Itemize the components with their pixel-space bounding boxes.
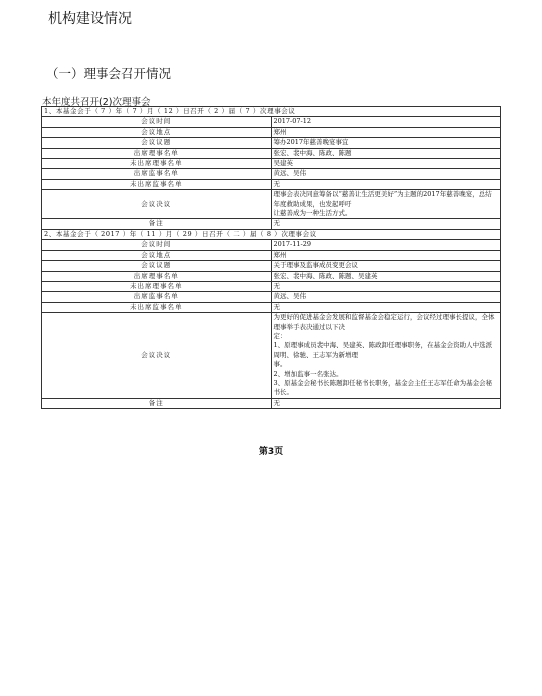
- row-label: 出席理事名单: [42, 148, 272, 158]
- resolution-line: 3、原基金会秘书长陈题卸任秘书长职务，基金会主任王志军任命为基金会秘书长。: [273, 378, 493, 397]
- row-label: 未出席监事名单: [42, 302, 272, 312]
- row-label: 会议地点: [42, 127, 272, 137]
- table-row: [42, 281, 501, 291]
- meeting-time: 2017-07-12: [271, 117, 501, 127]
- table-row: [42, 138, 501, 148]
- resolution-line: 为更好的促进基金会发展和监督基金会稳定运行，会议经过理事长提议，全体理事举手表决通过以下决: [273, 313, 495, 331]
- row-label: 备注: [42, 398, 272, 408]
- page-number: 第3页: [258, 447, 284, 457]
- table-row: [42, 159, 501, 169]
- meeting-remarks: 无: [271, 219, 501, 229]
- row-label: 会议决议: [42, 313, 272, 399]
- row-label: 出席监事名单: [42, 292, 272, 302]
- meeting-place: 郑州: [271, 250, 501, 260]
- resolution-line: 理事会表决同意筹备以“慈善让生活更美好”为主题的2017年慈善晚宴，总结年度救助成果，也发起呼吁: [273, 190, 492, 208]
- meeting-resolution: [271, 190, 501, 219]
- row-label: 会议决议: [42, 190, 272, 219]
- absent-supervisors: 无: [271, 302, 501, 312]
- subsection-title: （一）理事会召开情况: [46, 66, 172, 81]
- table-row: [42, 240, 501, 250]
- table-caption: 本年度共召开(2)次理事会: [42, 97, 151, 108]
- table-row: [42, 107, 501, 117]
- meeting-header: 1、本基金会于（ 7 ）年（ 7 ）月（ 12 ）日召开（ 2 ）届（ 7 ）次理事会议: [42, 107, 501, 117]
- meeting-place: 郑州: [271, 127, 501, 137]
- table-row: [42, 229, 501, 239]
- resolution-line: 事。: [273, 360, 287, 369]
- meeting-topic: 筹办2017年慈善晚宴事宜: [271, 138, 501, 148]
- table-row: [42, 190, 501, 219]
- present-directors: 张宏、裴中海、陈政、陈题: [271, 148, 501, 158]
- absent-directors: 无: [271, 281, 501, 291]
- table-row: [42, 117, 501, 127]
- row-label: 备注: [42, 219, 272, 229]
- row-label: 会议时间: [42, 240, 272, 250]
- table-row: [42, 179, 501, 189]
- table-row: [42, 313, 501, 399]
- row-label: 会议议题: [42, 138, 272, 148]
- present-supervisors: 黄远、吴伟: [271, 292, 501, 302]
- present-supervisors: 黄远、吴伟: [271, 169, 501, 179]
- meeting-topic: 关于理事及监事成员变更会议: [271, 261, 501, 271]
- row-label: 未出席监事名单: [42, 179, 272, 189]
- meeting-resolution: [271, 313, 501, 399]
- table-row: [42, 398, 501, 408]
- row-label: 未出席理事名单: [42, 281, 272, 291]
- resolution-line: 定：: [273, 331, 287, 340]
- resolution-line: 2、增加监事一名张达。: [273, 369, 343, 378]
- meeting-remarks: 无: [271, 398, 501, 408]
- table-row: [42, 261, 501, 271]
- meeting-time: 2017-11-29: [271, 240, 501, 250]
- absent-directors: 吴建英: [271, 159, 501, 169]
- row-label: 出席监事名单: [42, 169, 272, 179]
- table-row: [42, 219, 501, 229]
- row-label: 未出席理事名单: [42, 159, 272, 169]
- table-row: [42, 250, 501, 260]
- row-label: 会议议题: [42, 261, 272, 271]
- row-label: 出席理事名单: [42, 271, 272, 281]
- meeting-header: 2、本基金会于（ 2017 ）年（ 11 ）月（ 29 ）日召开（ 二 ）届（ 8 ）次理事会议: [42, 229, 501, 239]
- row-label: 会议地点: [42, 250, 272, 260]
- board-meeting-table: [41, 106, 501, 409]
- row-label: 会议时间: [42, 117, 272, 127]
- resolution-line: 1、原理事成员裴中海、吴建英、陈政卸任理事职务，在基金会资助人中选派周明、徐驰、王志军为新增理: [273, 341, 493, 359]
- table-row: [42, 271, 501, 281]
- resolution-line: 让慈善成为一种生活方式。: [273, 209, 352, 218]
- present-directors: 张宏、裴中海、陈政、陈题、吴建英: [271, 271, 501, 281]
- table-row: [42, 127, 501, 137]
- section-title: 机构建设情况: [48, 11, 132, 27]
- table-row: [42, 148, 501, 158]
- table-row: [42, 169, 501, 179]
- absent-supervisors: 无: [271, 179, 501, 189]
- table-row: [42, 302, 501, 312]
- table-row: [42, 292, 501, 302]
